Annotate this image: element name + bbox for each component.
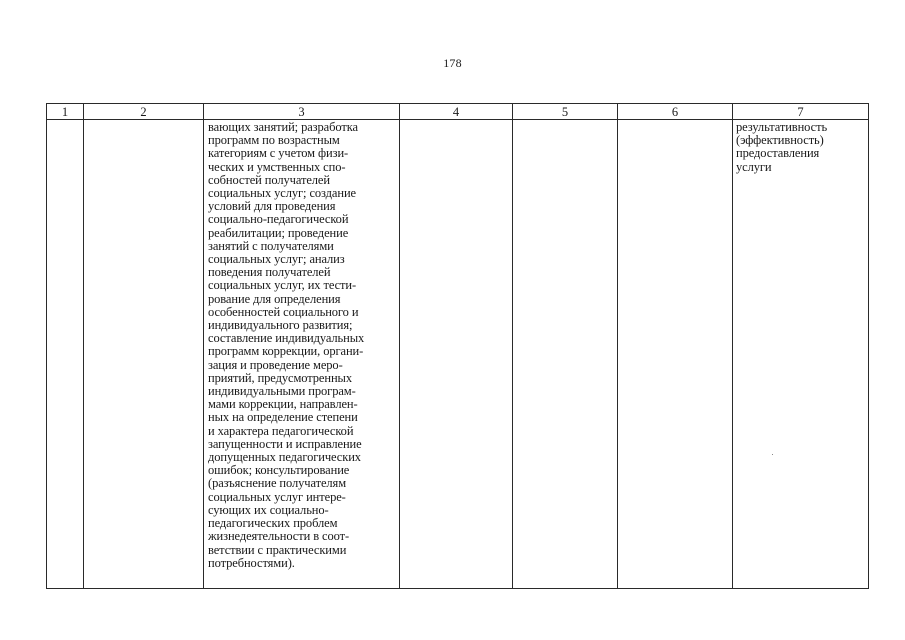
table-header-row	[47, 104, 869, 120]
column-header-5: 5	[513, 104, 618, 120]
effectiveness-indicator-text: результативность (эффективность) предоставления услуги	[736, 120, 828, 174]
service-description-text: вающих занятий; разработка программ по возрастным категориям с учетом физи- ческих и умственных спо- собностей получателей социальных услуг; создание условий для проведения социально-педагогической реабилитации; проведение занятий с получателями социальных услуг; анализ поведения получателей социальных услуг, их тести- рование для определения особенностей социального и индивидуального развития; составление индивидуальных программ коррекции, органи- зация и проведение меро- приятий, предусмотренных индивидуальными програм- мами коррекции, направлен- ных на определение степени и характера педагогической запущенности и исправление допущенных педагогических ошибок; консультирование (разъяснение получателям социальных услуг интере- сующих их социально- педагогических проблем жизнедеятельности в соот- ветствии с практическими потребностями).	[208, 120, 365, 570]
table-cell-col-4	[400, 120, 513, 589]
cell-text	[513, 120, 617, 121]
table-cell-col-6	[618, 120, 733, 589]
column-header-7: 7	[733, 104, 869, 120]
cell-text	[47, 120, 83, 121]
services-table	[46, 103, 869, 589]
table-cell-col-7	[733, 120, 869, 589]
table-cell-col-5	[513, 120, 618, 589]
column-header-4: 4	[400, 104, 513, 120]
column-header-2: 2	[84, 104, 204, 120]
table-cell-col-2	[84, 120, 204, 589]
table-cell-col-1	[47, 120, 84, 589]
column-header-6: 6	[618, 104, 733, 120]
scan-speck	[772, 454, 773, 455]
table-cell-col-3	[204, 120, 400, 589]
column-header-3: 3	[204, 104, 400, 120]
column-header-1: 1	[47, 104, 84, 120]
page-number: 178	[443, 56, 462, 70]
cell-text	[84, 120, 203, 121]
cell-text	[400, 120, 512, 121]
cell-text	[618, 120, 732, 121]
table-row	[47, 120, 869, 589]
